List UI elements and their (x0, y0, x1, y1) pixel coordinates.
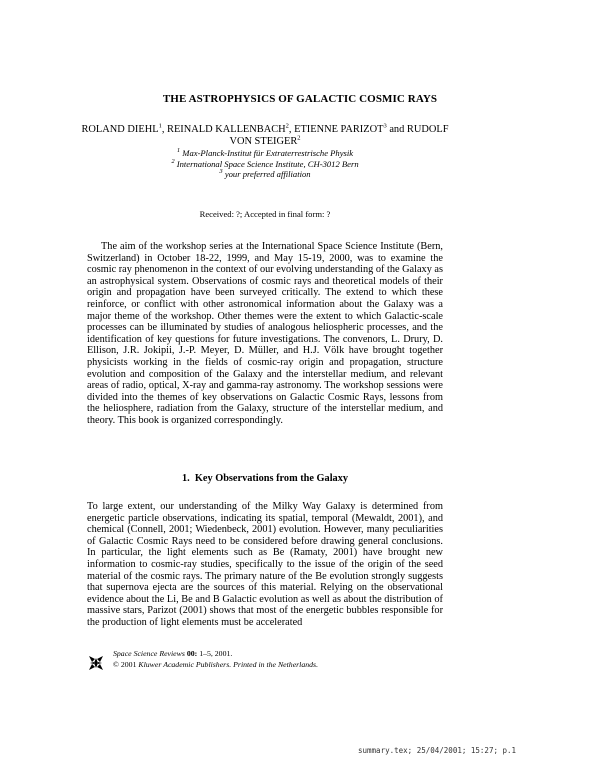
journal-citation (113, 649, 318, 660)
affiliation-item (90, 159, 440, 170)
journal-volume: 00: (186, 649, 198, 658)
author-separator: , (288, 124, 295, 135)
affil-mark: 2 (297, 134, 301, 142)
author-name: ETIENNE PARIZOT (294, 124, 384, 135)
author-separator: , (161, 124, 168, 135)
affil-mark: 1 (158, 122, 162, 130)
author-separator: and RUDOLF VON STEIGER (229, 124, 449, 147)
affil-mark: 3 (383, 122, 387, 130)
journal-name: Space Science Reviews (113, 649, 185, 658)
affiliation-item (90, 148, 440, 159)
publisher-name: Kluwer Academic Publishers. (138, 659, 232, 669)
paper-title: THE ASTROPHYSICS OF GALACTIC COSMIC RAYS (162, 93, 438, 105)
received-line: Received: ?; Accepted in final form: ? (199, 209, 331, 219)
section-paragraph: To large extent, our understanding of the Milky Way Galaxy is determined from energetic particle observations, indicating its spatial, temporal (Mewaldt, 2001), and chemical (Connell, 2001; Wiedenbeck, 2001) evolution. However, many peculiarities of Galactic Cosmic Rays need to be considered before drawing general conclusions. In particular, the light elements such as Be (Ramaty, 2001) have brought new information to cosmic-ray studies, specifically to the issue of the origin of the seed material of the cosmic rays. The primary nature of the Be evolution strongly suggests that supernova ejecta are the sources of this material. Relying on the observational evidence about the Li, Be and B Galactic evolution as well as about the distribution of massive stars, Parizot (2001) shows that most of the energetic bubbles responsible for the production of light elements must be accelerated (87, 501, 443, 628)
affiliation-list (90, 148, 440, 180)
affiliation-text: Max-Planck-Institut für Extraterrestrische Physik (182, 148, 354, 158)
section-heading (0, 473, 530, 484)
affiliation-text: International Space Science Institute, CH-3012 Bern (176, 158, 359, 169)
section-title: Key Observations from the Galaxy (194, 473, 348, 484)
affil-mark: 2 (285, 122, 289, 130)
author-name: ROLAND DIEHL (81, 124, 159, 135)
file-stamp: summary.tex; 25/04/2001; 15:27; p.1 (358, 746, 517, 755)
affil-mark: 3 (219, 168, 223, 176)
author-name: REINALD KALLENBACH (167, 124, 286, 135)
publisher-logo-icon (87, 654, 105, 672)
journal-footer (113, 649, 318, 670)
affiliation-item (90, 169, 440, 180)
affil-mark: 2 (171, 157, 175, 165)
section-number: 1. (182, 473, 190, 484)
copyright-year: © 2001 (113, 659, 137, 669)
copyright-line (113, 660, 318, 671)
affiliation-text: your preferred affiliation (224, 169, 311, 179)
printed-note: Printed in the Netherlands. (233, 659, 319, 669)
journal-pages: 1–5, 2001. (199, 649, 233, 658)
author-list (70, 124, 460, 148)
abstract-paragraph: The aim of the workshop series at the International Space Science Institute (Bern, Switzerland) in October 18-22, 1999, and May 15-19, 2000, was to examine the cosmic ray phenomenon in the context of our evolving understanding of the Galaxy as an astrophysical system. Observations of cosmic rays and theoretical models of their origin and propagation have been surveyed critically. The extend to which these reinforce, or conflict with other astronomical information about the Galaxy was a major theme of the workshop. Other themes were the extent to which Galactic-scale processes can be illuminated by studies of analogous heliospheric processes, and the identification of key questions for future investigations. The convenors, L. Drury, D. Ellison, J.R. Jokipii, J.-P. Meyer, D. Müller, and H.J. Völk have brought together physicists working in the fields of cosmic-ray origin and propagation, structure evolution and composition of the Galaxy and the interstellar medium, and relevant areas of radio, optical, X-ray and gamma-ray astronomy. The workshop sessions were divided into the themes of key observations on Galactic Cosmic Rays, lessons from the heliosphere, radiation from the Galaxy, structure of the interstellar medium, and theory. This book is organized correspondingly. (87, 241, 444, 426)
affil-mark: 1 (176, 147, 181, 155)
